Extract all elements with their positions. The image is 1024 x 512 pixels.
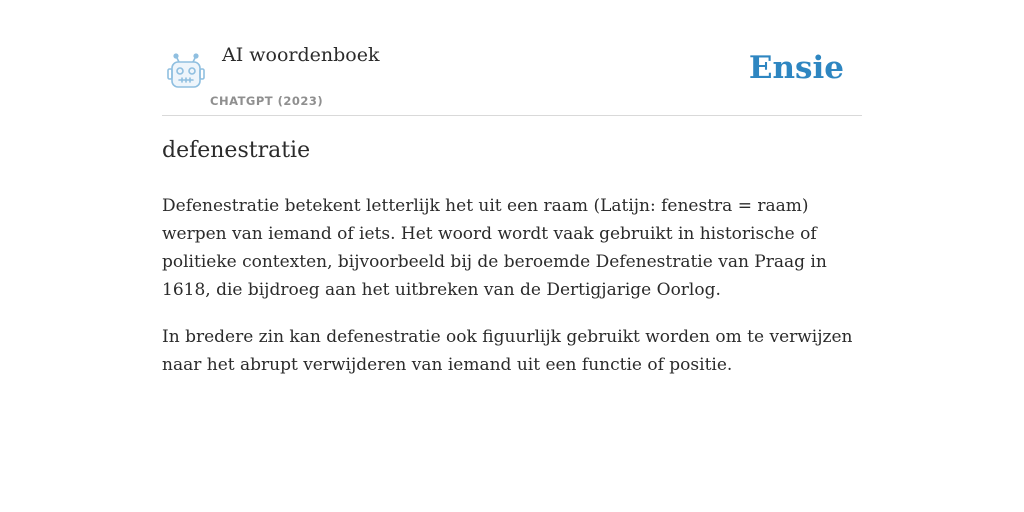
entry-definition: [162, 192, 862, 398]
entry-header: [162, 40, 862, 116]
dictionary-title[interactable]: AI woordenboek: [222, 44, 380, 66]
source-label: CHATGPT (2023): [210, 94, 324, 108]
definition-paragraph: In bredere zin kan defenestratie ook figuurlijk gebruikt worden om te verwijzen naar het abrupt verwijderen van iemand uit een functie of positie.: [162, 327, 853, 375]
ensie-logo-link[interactable]: Ensie: [748, 50, 844, 86]
definition-paragraph: Defenestratie betekent letterlijk het uit een raam (Latijn: fenestra = raam) werpen van iemand of iets. Het woord wordt vaak gebruikt in historische of politieke contexten, bijvoorbeeld bij de beroemde Defenestratie van Praag in 1618, die bijdroeg aan het uitbreken van de Dertigjarige Oorlog.: [162, 196, 827, 300]
entry-headword: defenestratie: [162, 138, 311, 163]
robot-icon: [166, 53, 206, 89]
